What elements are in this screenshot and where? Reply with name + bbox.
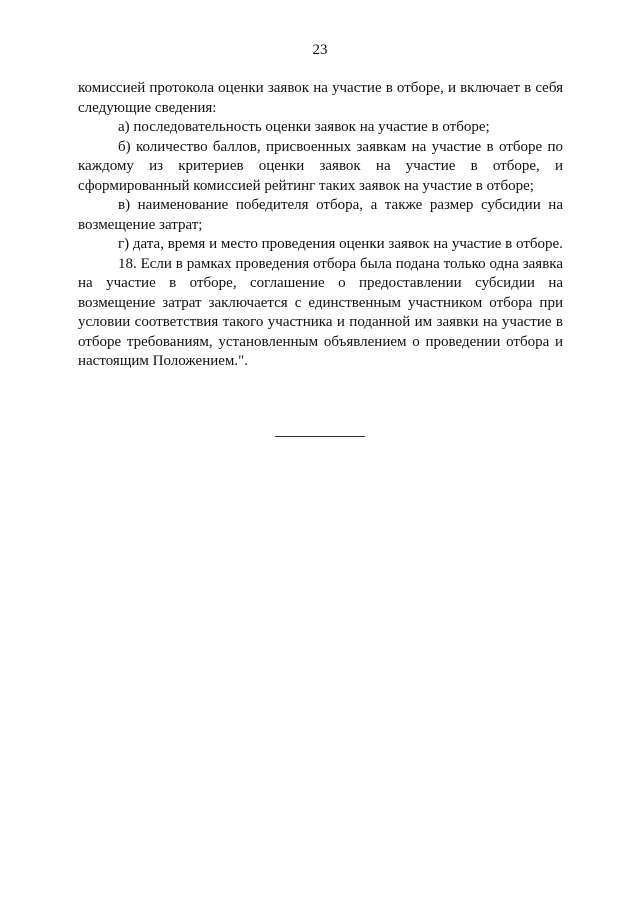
document-body xyxy=(78,79,563,372)
paragraph-clause-18: 18. Если в рамках проведения отбора была подана только одна заявка на участие в отборе, соглашение о предоставлении субсидии на возмещение затрат заключается с единственным участником отбора при условии соответствия такого участника и поданной им заявки на участие в отборе требованиям, установленным объявлением о проведении отбора и настоящим Положением.". xyxy=(78,255,563,369)
paragraph-item-g: г) дата, время и место проведения оценки заявок на участие в отборе. xyxy=(118,236,563,252)
paragraph-item-b: б) количество баллов, присвоенных заявкам на участие в отборе по каждому из критериев оценки заявок на участие в отборе, и сформированный комиссией рейтинг таких заявок на участие в отборе; xyxy=(78,138,563,194)
paragraph-continuation: комиссией протокола оценки заявок на участие в отборе, и включает в себя следующие сведения: xyxy=(78,80,563,116)
paragraph-item-a: а) последовательность оценки заявок на участие в отборе; xyxy=(118,119,490,135)
paragraph-item-v: в) наименование победителя отбора, а также размер субсидии на возмещение затрат; xyxy=(78,197,563,233)
page-number: 23 xyxy=(312,42,328,58)
end-divider-line xyxy=(275,436,365,437)
